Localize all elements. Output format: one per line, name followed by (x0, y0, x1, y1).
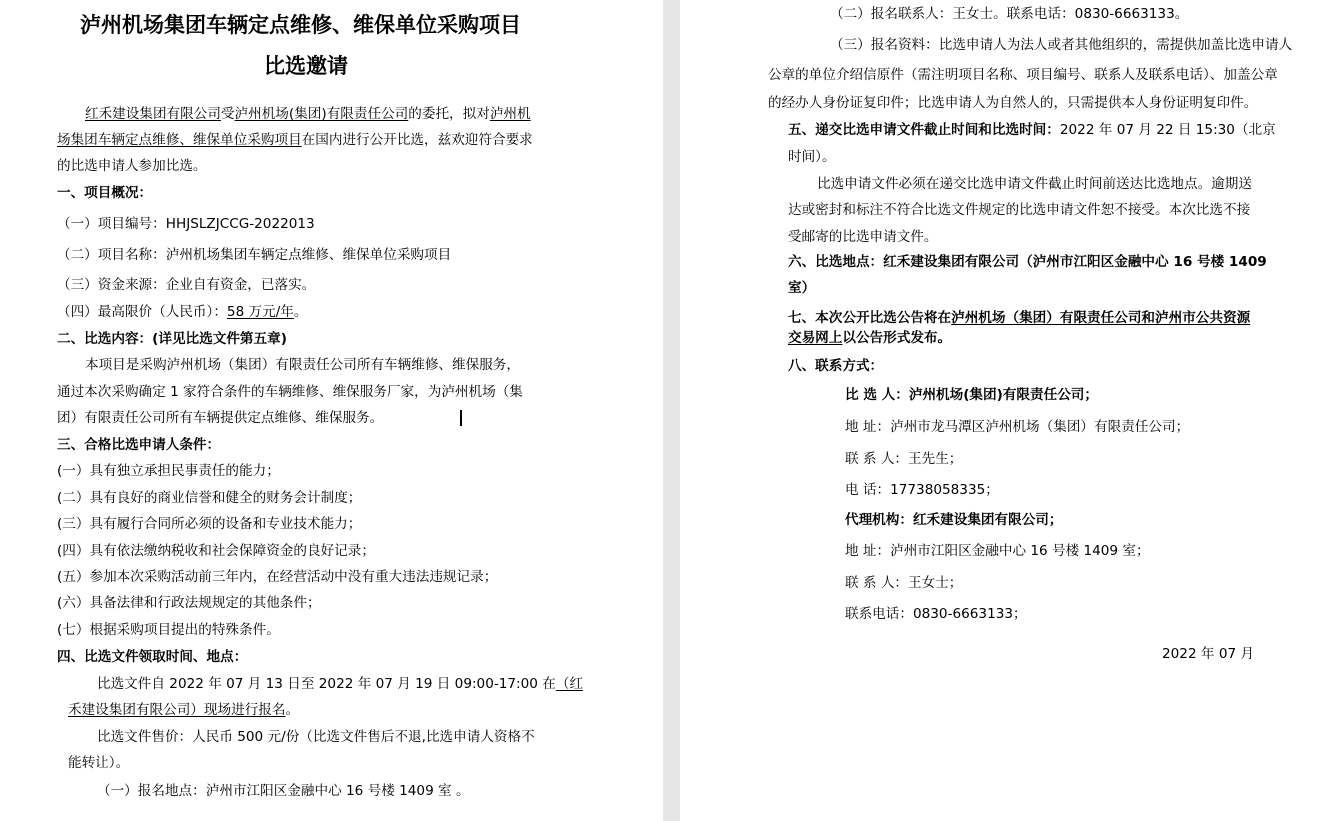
punct: 。 (293, 304, 308, 320)
condition-item: (一）具有独立承担民事责任的能力； (57, 463, 280, 479)
fund-source: （三）资金来源：企业自有资金，已落实。 (57, 277, 316, 293)
price-line-1: 比选文件售价：人民币 500 元/份（比选文件售后不退,比选申请人资格不 (97, 729, 535, 745)
submit-line-1: 比选申请文件必须在递交比选申请文件截止时间前送达比选地点。逾期送 (817, 176, 1252, 192)
heading-text: 五、递交比选申请文件截止时间和比选时间： (788, 122, 1060, 138)
section-heading-6-cont: 室） (788, 280, 816, 296)
content-line-3: 团）有限责任公司所有车辆提供定点维修、维保服务。 (57, 410, 384, 426)
document-page-left (0, 0, 663, 821)
selector-phone: 电 话：17738058335； (845, 482, 999, 498)
intro-line-3: 的比选申请人参加比选。 (57, 158, 207, 174)
intro-text: 受 (220, 106, 235, 122)
selector-contact: 联 系 人：王先生； (845, 451, 963, 467)
submit-line-2: 达或密封和标注不符合比选文件规定的比选申请文件恕不接受。本次比选不接 (788, 202, 1251, 218)
project-name: 泸州机 (489, 106, 531, 122)
intro-text: 在国内进行公开比选，兹欢迎符合要求 (301, 132, 533, 148)
client-name: 泸州机场(集团)有限责任公司 (234, 106, 409, 122)
heading-text: 七、本次公开比选公告将在 (788, 310, 952, 326)
obtain-text: 比选文件自 2022 年 07 月 13 日至 2022 年 07 月 19 日 09:00-17:00 在 (97, 676, 556, 692)
obtain-place: 禾建设集团有限公司）现场进行报名 (68, 702, 286, 718)
selector-name: 比 选 人：泸州机场(集团)有限责任公司； (845, 387, 1098, 403)
deadline-time-2: 时间）。 (788, 149, 836, 165)
content-line-2: 通过本次采购确定 1 家符合条件的车辆维修、维保服务厂家，为泸州机场（集 (57, 384, 523, 400)
condition-item: (四）具有依法缴纳税收和社会保障资金的良好记录； (57, 543, 375, 559)
docs-line-1: （三）报名资料：比选申请人为法人或者其他组织的，需提供加盖比选申请人 (830, 37, 1293, 53)
agency-phone: 联系电话：0830-6663133； (845, 606, 1027, 622)
publish-platform: 泸州机场（集团）有限责任公司和泸州市公共资源 (951, 310, 1251, 326)
agency-name: 红禾建设集团有限公司 (85, 106, 221, 122)
punct: 。 (285, 702, 300, 718)
section-heading-4: 四、比选文件领取时间、地点： (57, 649, 248, 665)
section-heading-8: 八、联系方式： (788, 358, 884, 374)
condition-item: (三）具有履行合同所必须的设备和专业技术能力； (57, 516, 362, 532)
intro-line-1 (85, 105, 531, 123)
page-gutter (663, 0, 680, 821)
project-code: （一）项目编号：HHJSLZJCCG-2022013 (57, 216, 315, 232)
section-heading-7-cont (788, 329, 951, 347)
document-page-right (680, 0, 1335, 821)
agency-contact: 联 系 人：王女士； (845, 575, 963, 591)
section-heading-3: 三、合格比选申请人条件： (57, 437, 221, 453)
section-heading-1: 一、项目概况： (57, 185, 153, 201)
section-heading-6: 六、比选地点：红禾建设集团有限公司（泸州市江阳区金融中心 16 号楼 1409 (788, 254, 1267, 270)
condition-item: (七）根据采购项目提出的特殊条件。 (57, 622, 280, 638)
intro-line-2 (57, 131, 533, 149)
register-place: （一）报名地点：泸州市江阳区金融中心 16 号楼 1409 室 。 (97, 783, 470, 799)
content-line-1: 本项目是采购泸州机场（集团）有限责任公司所有车辆维修、维保服务， (85, 357, 520, 373)
condition-item: (二）具有良好的商业信誉和健全的财务会计制度； (57, 490, 362, 506)
text-cursor (460, 410, 462, 426)
docs-line-2: 公章的单位介绍信原件（需注明项目名称、项目编号、联系人及联系电话）、加盖公章 (768, 67, 1278, 83)
condition-item: (六）具备法律和行政法规规定的其他条件； (57, 595, 321, 611)
document-subtitle: 比选邀请 (264, 53, 348, 78)
agency-address: 地 址：泸州市江阳区金融中心 16 号楼 1409 室； (845, 543, 1150, 559)
price-limit (57, 303, 308, 321)
docs-line-3: 的经办人身份证复印件；比选申请人为自然人的，只需提供本人身份证明复印件。 (768, 95, 1258, 111)
selector-address: 地 址：泸州市龙马潭区泸州机场（集团）有限责任公司； (845, 419, 1190, 435)
section-heading-2: 二、比选内容：(详见比选文件第五章) (57, 331, 287, 347)
obtain-line-2 (68, 701, 299, 719)
deadline-time: 2022 年 07 月 22 日 15:30（北京 (1059, 122, 1276, 138)
project-name: 场集团车辆定点维修、维保单位采购项目 (57, 132, 302, 148)
publish-platform: 交易网上 (788, 330, 843, 346)
section-heading-7 (788, 309, 1250, 327)
agency-name-line: 代理机构：红禾建设集团有限公司； (845, 512, 1063, 528)
obtain-line-1 (97, 675, 583, 693)
price-limit-value: 58 万元/年 (226, 304, 294, 320)
project-name-line: （二）项目名称：泸州机场集团车辆定点维修、维保单位采购项目 (57, 247, 452, 263)
document-title: 泸州机场集团车辆定点维修、维保单位采购项目 (80, 12, 521, 37)
document-date: 2022 年 07 月 (1162, 646, 1255, 662)
price-line-2: 能转让）。 (68, 755, 130, 771)
condition-item: (五）参加本次采购活动前三年内，在经营活动中没有重大违法违规记录； (57, 569, 498, 585)
section-heading-5 (788, 121, 1276, 139)
obtain-place: （红 (555, 676, 584, 692)
heading-text: 以公告形式发布。 (842, 330, 952, 346)
intro-text: 的委托，拟对 (408, 106, 490, 122)
register-contact: （二）报名联系人：王女士。联系电话：0830-6663133。 (830, 6, 1189, 22)
submit-line-3: 受邮寄的比选申请文件。 (788, 229, 938, 245)
price-limit-label: （四）最高限价（人民币）： (57, 304, 227, 320)
